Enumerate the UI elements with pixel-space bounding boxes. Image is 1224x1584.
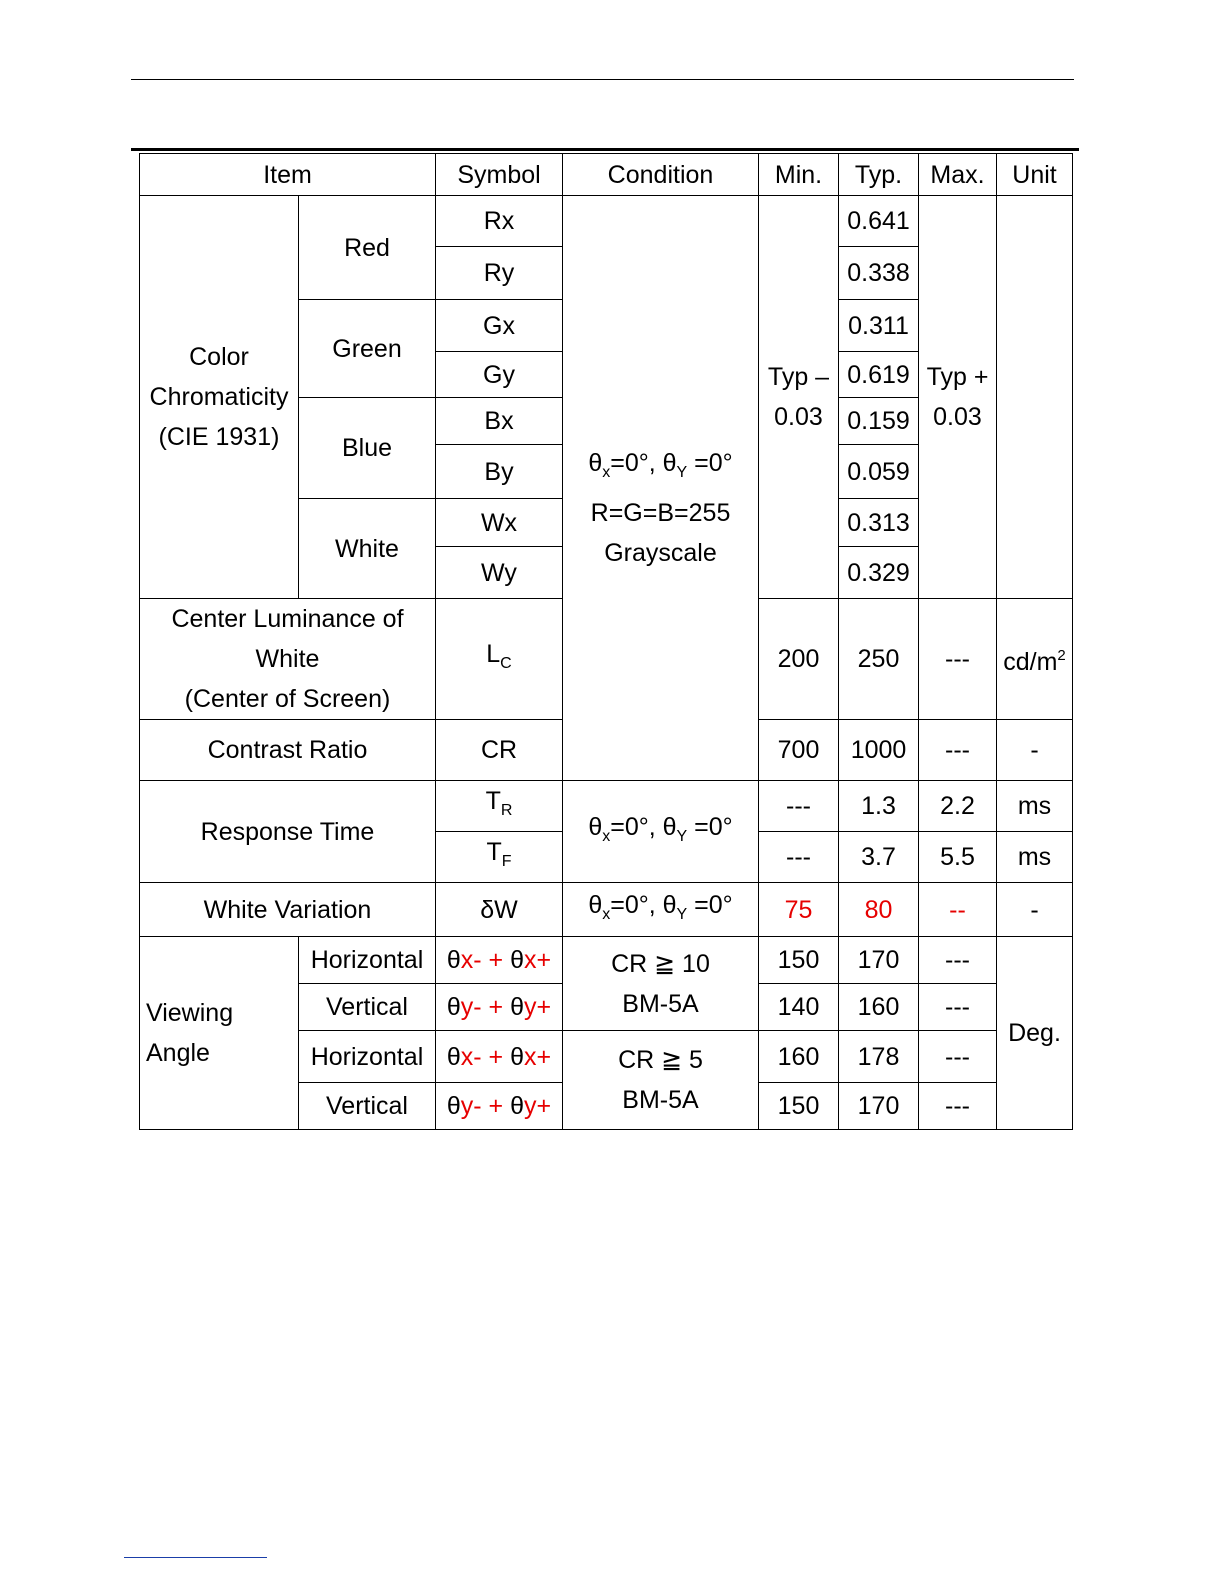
viewing-condition-2 (563, 1031, 759, 1130)
luminance-min: 200 (759, 599, 839, 720)
viewing-symbol-4: θy- + θy+ (436, 1083, 563, 1130)
color-white: White (299, 499, 436, 599)
header-unit: Unit (997, 154, 1073, 196)
chromaticity-min-line1: Typ – (767, 363, 830, 391)
contrast-min: 700 (759, 720, 839, 781)
viewing-max-4: --- (919, 1083, 997, 1130)
typ-rx: 0.641 (839, 196, 919, 247)
response-tr-max: 2.2 (919, 781, 997, 832)
viewing-typ-2: 160 (839, 984, 919, 1031)
chromaticity-label-line2: Chromaticity (149, 383, 289, 411)
chromaticity-min (759, 196, 839, 599)
table-row (140, 196, 1073, 247)
symbol-wx: Wx (436, 499, 563, 547)
response-tf-typ: 3.7 (839, 832, 919, 883)
viewing-symbol-3: θx- + θx+ (436, 1031, 563, 1083)
header-typ: Typ. (839, 154, 919, 196)
chromaticity-min-line2: 0.03 (774, 403, 823, 431)
viewing-min-4: 150 (759, 1083, 839, 1130)
viewing-label: Viewing Angle (140, 937, 299, 1130)
viewing-dir-1: Horizontal (299, 937, 436, 984)
color-green: Green (299, 300, 436, 398)
condition-main (563, 196, 759, 781)
header-symbol: Symbol (436, 154, 563, 196)
response-condition: $\theta_x=0^\circ$, $\theta_Y =0^\circ$ (563, 781, 759, 883)
typ-by: 0.059 (839, 445, 919, 499)
chromaticity-label (140, 196, 299, 599)
typ-wx: 0.313 (839, 499, 919, 547)
optical-spec-table (139, 153, 1073, 1130)
typ-gx: 0.311 (839, 300, 919, 352)
viewing-symbol-1: θx- + θx+ (436, 937, 563, 984)
header-condition: Condition (563, 154, 759, 196)
typ-bx: 0.159 (839, 398, 919, 445)
response-tr-min: --- (759, 781, 839, 832)
header-item: Item (140, 154, 436, 196)
chromaticity-max (919, 196, 997, 599)
typ-gy: 0.619 (839, 352, 919, 398)
symbol-rx: Rx (436, 196, 563, 247)
response-tf-symbol: $T_F$ (436, 832, 563, 883)
symbol-ry: Ry (436, 247, 563, 300)
chromaticity-label-line3: (CIE 1931) (158, 423, 280, 451)
viewing-dir-2: Vertical (299, 984, 436, 1031)
viewing-max-3: --- (919, 1031, 997, 1083)
chromaticity-max-line2: 0.03 (933, 403, 982, 431)
header-max: Max. (919, 154, 997, 196)
chromaticity-label-line1: Color (189, 343, 249, 371)
white-variation-typ: 80 (839, 883, 919, 937)
viewing-condition-1 (563, 937, 759, 1031)
response-tr-unit: ms (997, 781, 1073, 832)
condition-angles: $\theta_x=0^\circ$, $\theta_Y =0^\circ$ (588, 449, 733, 481)
white-variation-min: 75 (759, 883, 839, 937)
footer-link-underline (124, 1557, 267, 1558)
viewing-condition-1-line1: CR ≧ 10 (611, 949, 710, 978)
chromaticity-max-line1: Typ + (926, 363, 989, 391)
white-variation-condition: $\theta_x=0^\circ$, $\theta_Y =0^\circ$ (563, 883, 759, 937)
chromaticity-unit (997, 196, 1073, 599)
luminance-label-line2: (Center of Screen) (184, 685, 391, 713)
table-row (140, 937, 1073, 984)
color-red: Red (299, 196, 436, 300)
symbol-gy: Gy (436, 352, 563, 398)
luminance-symbol: $L_C$ (436, 599, 563, 720)
table-row (140, 781, 1073, 832)
symbol-wy: Wy (436, 547, 563, 599)
condition-grayscale: Grayscale (604, 539, 717, 567)
viewing-min-2: 140 (759, 984, 839, 1031)
table-top-rule (131, 148, 1079, 151)
response-tf-unit: ms (997, 832, 1073, 883)
viewing-min-3: 160 (759, 1031, 839, 1083)
luminance-label (140, 599, 436, 720)
viewing-condition-2-line1: CR ≧ 5 (618, 1046, 703, 1074)
header-rule (131, 79, 1074, 80)
viewing-min-1: 150 (759, 937, 839, 984)
luminance-typ: 250 (839, 599, 919, 720)
viewing-symbol-2: θy- + θy+ (436, 984, 563, 1031)
typ-wy: 0.329 (839, 547, 919, 599)
symbol-by: By (436, 445, 563, 499)
contrast-symbol: CR (436, 720, 563, 781)
contrast-label: Contrast Ratio (140, 720, 436, 781)
response-label: Response Time (140, 781, 436, 883)
white-variation-label: White Variation (140, 883, 436, 937)
white-variation-unit: - (997, 883, 1073, 937)
contrast-typ: 1000 (839, 720, 919, 781)
symbol-gx: Gx (436, 300, 563, 352)
viewing-dir-3: Horizontal (299, 1031, 436, 1083)
viewing-unit: Deg. (997, 937, 1073, 1130)
header-min: Min. (759, 154, 839, 196)
luminance-label-line1: Center Luminance of White (171, 605, 404, 673)
viewing-max-1: --- (919, 937, 997, 984)
symbol-bx: Bx (436, 398, 563, 445)
response-tf-max: 5.5 (919, 832, 997, 883)
luminance-max: --- (919, 599, 997, 720)
response-tr-symbol: $T_R$ (436, 781, 563, 832)
viewing-condition-1-line2: BM-5A (622, 989, 699, 1018)
response-tf-min: --- (759, 832, 839, 883)
viewing-dir-4: Vertical (299, 1083, 436, 1130)
table-row (140, 883, 1073, 937)
response-tr-typ: 1.3 (839, 781, 919, 832)
color-blue: Blue (299, 398, 436, 499)
contrast-max: --- (919, 720, 997, 781)
header-row (140, 154, 1073, 196)
white-variation-max: -- (919, 883, 997, 937)
luminance-unit: $cd/m^2$ (997, 599, 1073, 720)
white-variation-symbol: δW (436, 883, 563, 937)
viewing-typ-1: 170 (839, 937, 919, 984)
viewing-typ-4: 170 (839, 1083, 919, 1130)
viewing-max-2: --- (919, 984, 997, 1031)
viewing-typ-3: 178 (839, 1031, 919, 1083)
typ-ry: 0.338 (839, 247, 919, 300)
contrast-unit: - (997, 720, 1073, 781)
condition-rgb: R=G=B=255 (590, 499, 731, 527)
viewing-condition-2-line2: BM-5A (622, 1086, 699, 1114)
